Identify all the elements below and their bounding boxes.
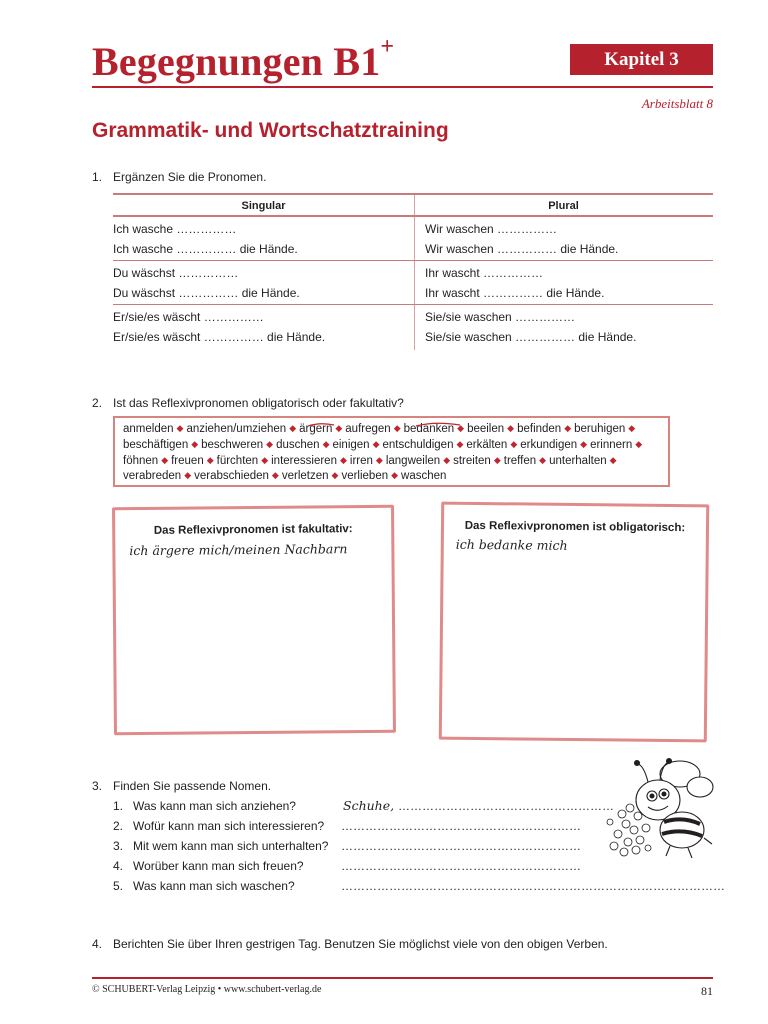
separator-diamond-icon: ◆ [176,423,184,433]
separator-diamond-icon: ◆ [493,454,501,465]
separator-diamond-icon: ◆ [375,454,383,465]
question-list: 1. Was kann man sich anziehen? Schuhe, ……………………………………………… 2. Wofür kann man sich interessieren? …………………………………………………… 3. Mit wem kann man sich unterhalten? …………………………………………………… 4. Worüber kann man sich freuen? …………………………………………………… 5. Was kann man sich waschen? …………………………………………………………………………………… [113,798,725,893]
verb-item: ärgern [299,423,333,435]
separator-diamond-icon: ◆ [580,438,588,449]
separator-diamond-icon: ◆ [628,423,636,433]
publisher-note: © SCHUBERT-Verlag Leipzig • www.schubert-verlag.de [92,984,322,995]
separator-diamond-icon: ◆ [564,423,572,433]
col-singular: Singular [241,200,286,212]
verb-item: verletzen [281,470,329,483]
cell-plural: Wir waschen …………… [425,222,558,236]
separator-diamond-icon: ◆ [457,423,465,433]
verb-item: erkälten [466,438,508,451]
verb-item: anmelden [123,423,174,435]
table-row [113,261,713,305]
verb-item: duschen [276,438,320,451]
bee-illustration-icon [600,752,718,872]
verb-item: erinnern [590,438,633,451]
separator-diamond-icon: ◆ [339,454,347,465]
table-row [113,217,713,261]
footer-divider [92,977,713,979]
verb-item: streiten [453,454,491,467]
cell-singular: Ich wasche …………… [113,222,237,236]
worksheet-label: Arbeitsblatt 8 [641,96,713,111]
verb-item: langweilen [385,454,441,467]
separator-diamond-icon: ◆ [510,438,518,449]
strike-marks [300,418,480,432]
cell-plural: Ihr wascht …………… [425,266,544,280]
verb-item: waschen [401,470,447,483]
verb-item: föhnen [123,454,159,467]
page-number: 81 [701,984,713,998]
page-title: Grammatik- und Wortschatztraining [92,119,449,142]
table-header [113,193,713,217]
table-row [113,305,713,349]
header-divider [92,86,713,88]
cell-singular: Du wäschst …………… die Hände. [113,286,300,300]
verb-item: unterhalten [549,454,607,467]
pronoun-table [113,193,713,349]
verb-item: freuen [171,454,204,467]
verb-item: befinden [517,423,562,435]
verb-item: entschuldigen [382,438,454,451]
verb-item: anziehen/umziehen [186,423,287,435]
cell-singular: Er/sie/es wäscht …………… [113,310,264,324]
separator-diamond-icon: ◆ [271,470,279,481]
separator-diamond-icon: ◆ [206,454,214,465]
cell-singular: Ich wasche …………… die Hände. [113,242,298,256]
verb-item: aufregen [345,423,391,435]
verb-item: treffen [503,454,537,467]
verb-item: beruhigen [574,423,626,435]
cell-plural: Ihr wascht …………… die Hände. [425,286,605,300]
separator-diamond-icon: ◆ [609,454,617,465]
separator-diamond-icon: ◆ [456,438,464,449]
separator-diamond-icon: ◆ [393,423,401,433]
verb-item: einigen [332,438,370,451]
verb-item: erkundigen [520,438,578,451]
box-fakultativ [112,505,396,735]
separator-diamond-icon: ◆ [635,438,643,449]
separator-diamond-icon: ◆ [507,423,515,433]
separator-diamond-icon: ◆ [161,454,169,465]
verb-item: verlieben [341,470,389,483]
verb-item: beschweren [201,438,264,451]
cell-plural: Sie/sie waschen …………… [425,310,576,324]
separator-diamond-icon: ◆ [322,438,330,449]
separator-diamond-icon: ◆ [261,454,269,465]
separator-diamond-icon: ◆ [539,454,547,465]
col-plural: Plural [548,200,579,212]
verb-item: irren [349,454,373,467]
verb-item: bedanken [403,423,455,435]
cell-singular: Er/sie/es wäscht …………… die Hände. [113,330,326,344]
verb-row [123,469,660,485]
separator-diamond-icon: ◆ [289,423,297,433]
verb-item: verabreden [123,470,182,483]
separator-diamond-icon: ◆ [391,470,399,481]
cell-plural: Sie/sie waschen …………… die Hände. [425,330,637,344]
verb-item: verabschieden [194,470,269,483]
box-obligatorisch [439,502,709,743]
separator-diamond-icon: ◆ [191,438,199,449]
box-fakultativ-title: Das Reflexivpronomen ist fakultativ: [153,523,353,537]
separator-diamond-icon: ◆ [331,470,339,481]
box-obligatorisch-title: Das Reflexivpronomen ist obligatorisch: [464,519,686,535]
verb-row [123,438,660,454]
verb-row [123,454,660,470]
brand-title: Begegnungen B1+ [92,34,395,84]
verb-item: interessieren [271,454,337,467]
box-fakultativ-example: ich ärgere mich/meinen Nachbarn [129,541,348,559]
chapter-badge: Kapitel 3 [570,44,713,75]
separator-diamond-icon: ◆ [372,438,380,449]
verb-item: beeilen [467,423,505,435]
cell-singular: Du wäschst …………… [113,266,239,280]
separator-diamond-icon: ◆ [266,438,274,449]
verb-item: beschäftigen [123,438,189,451]
separator-diamond-icon: ◆ [184,470,192,481]
cell-plural: Wir waschen …………… die Hände. [425,242,619,256]
verb-item: fürchten [216,454,259,467]
separator-diamond-icon: ◆ [443,454,451,465]
box-obligatorisch-example: ich bedanke mich [455,536,568,553]
separator-diamond-icon: ◆ [335,423,343,433]
